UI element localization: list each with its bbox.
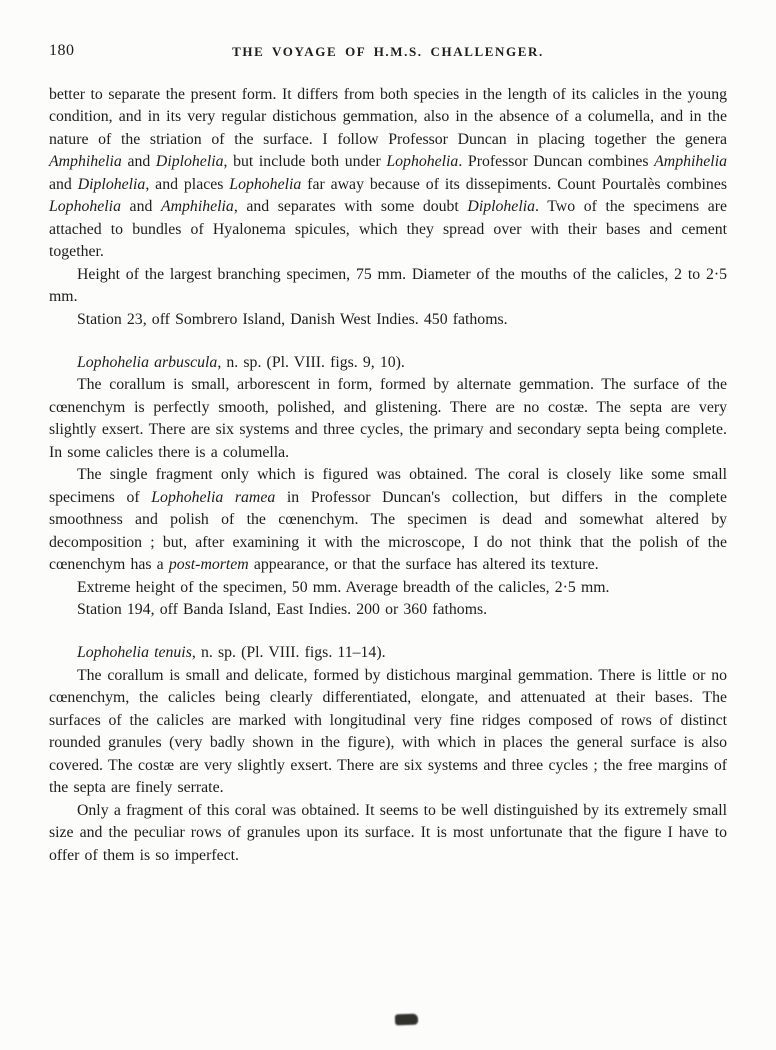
body-paragraph-tenuis-fragment: Only a fragment of this coral was obtained. It seems to be well distinguished by its extremely small size and the peculiar rows of granules upon its surface. It is most unfortunate that the figure I have to offer of them is so imperfect. xyxy=(49,801,727,864)
running-title: THE VOYAGE OF H.M.S. CHALLENGER. xyxy=(232,44,544,59)
species-heading-arbuscula: Lophohelia arbuscula, n. sp. (Pl. VIII. figs. 9, 10). xyxy=(77,353,405,371)
text-block xyxy=(0,68,776,867)
body-paragraph-station-194: Station 194, off Banda Island, East Indies. 200 or 360 fathoms. xyxy=(77,600,488,618)
body-paragraph-station-23: Station 23, off Sombrero Island, Danish West Indies. 450 fathoms. xyxy=(77,310,508,328)
body-paragraph-dimensions-1: Height of the largest branching specimen, 75 mm. Diameter of the mouths of the calicles, 2 to 2·5 mm. xyxy=(49,265,727,306)
running-head xyxy=(0,42,776,68)
body-paragraph-tenuis-description: The corallum is small and delicate, formed by distichous marginal gemmation. There is little or no cœnenchym, the calicles being clearly differentiated, elongate, and attenuated at their bases. The surfaces of the calicles are marked with longitudinal very fine ridges composed of rows of distinct rounded granules (very badly shown in the figure), with which in places the general surface is also covered. The costæ are very slightly exsert. There are six systems and three cycles ; the free margins of the septa are finely serrate. xyxy=(49,666,727,797)
page-number: 180 xyxy=(49,42,75,59)
body-paragraph-continuation: better to separate the present form. It differs from both species in the length of its calicles in the young condition, and in its very regular distichous gemmation, also in the absence of a columella, and in the nature of the striation of the surface. I follow Professor Duncan in placing together the genera Amphihelia and Diplohelia, but include both under Lophohelia. Professor Duncan combines Amphihelia and Diplohelia, and places Lophohelia far away because of its dissepiments. Count Pourtalès combines Lophohelia and Amphihelia, and separates with some doubt Diplohelia. Two of the specimens are attached to bundles of Hyalonema spicules, which they spread over with their bases and cement together. xyxy=(49,86,728,261)
body-paragraph-arbuscula-description: The corallum is small, arborescent in form, formed by alternate gemmation. The surface of the cœnenchym is perfectly smooth, polished, and glistening. There are no costæ. The septa are very slightly exsert. There are six systems and three cycles, the primary and secondary septa being complete. In some calicles there is a columella. xyxy=(49,376,727,461)
ink-smudge-mark xyxy=(395,1014,418,1026)
species-heading-tenuis: Lophohelia tenuis, n. sp. (Pl. VIII. figs. 11–14). xyxy=(77,644,386,662)
body-paragraph-arbuscula-fragment: The single fragment only which is figured was obtained. The coral is closely like some small specimens of Lophohelia ramea in Professor Duncan's collection, but differs in the complete smoothness and polish of the cœnenchym. The specimen is dead and somewhat altered by decomposition ; but, after examining it with the microscope, I do not think that the polish of the cœnenchym has a post-mortem appearance, or that the surface has altered its texture. xyxy=(49,466,728,574)
body-paragraph-dimensions-2: Extreme height of the specimen, 50 mm. Average breadth of the calicles, 2·5 mm. xyxy=(77,578,610,596)
